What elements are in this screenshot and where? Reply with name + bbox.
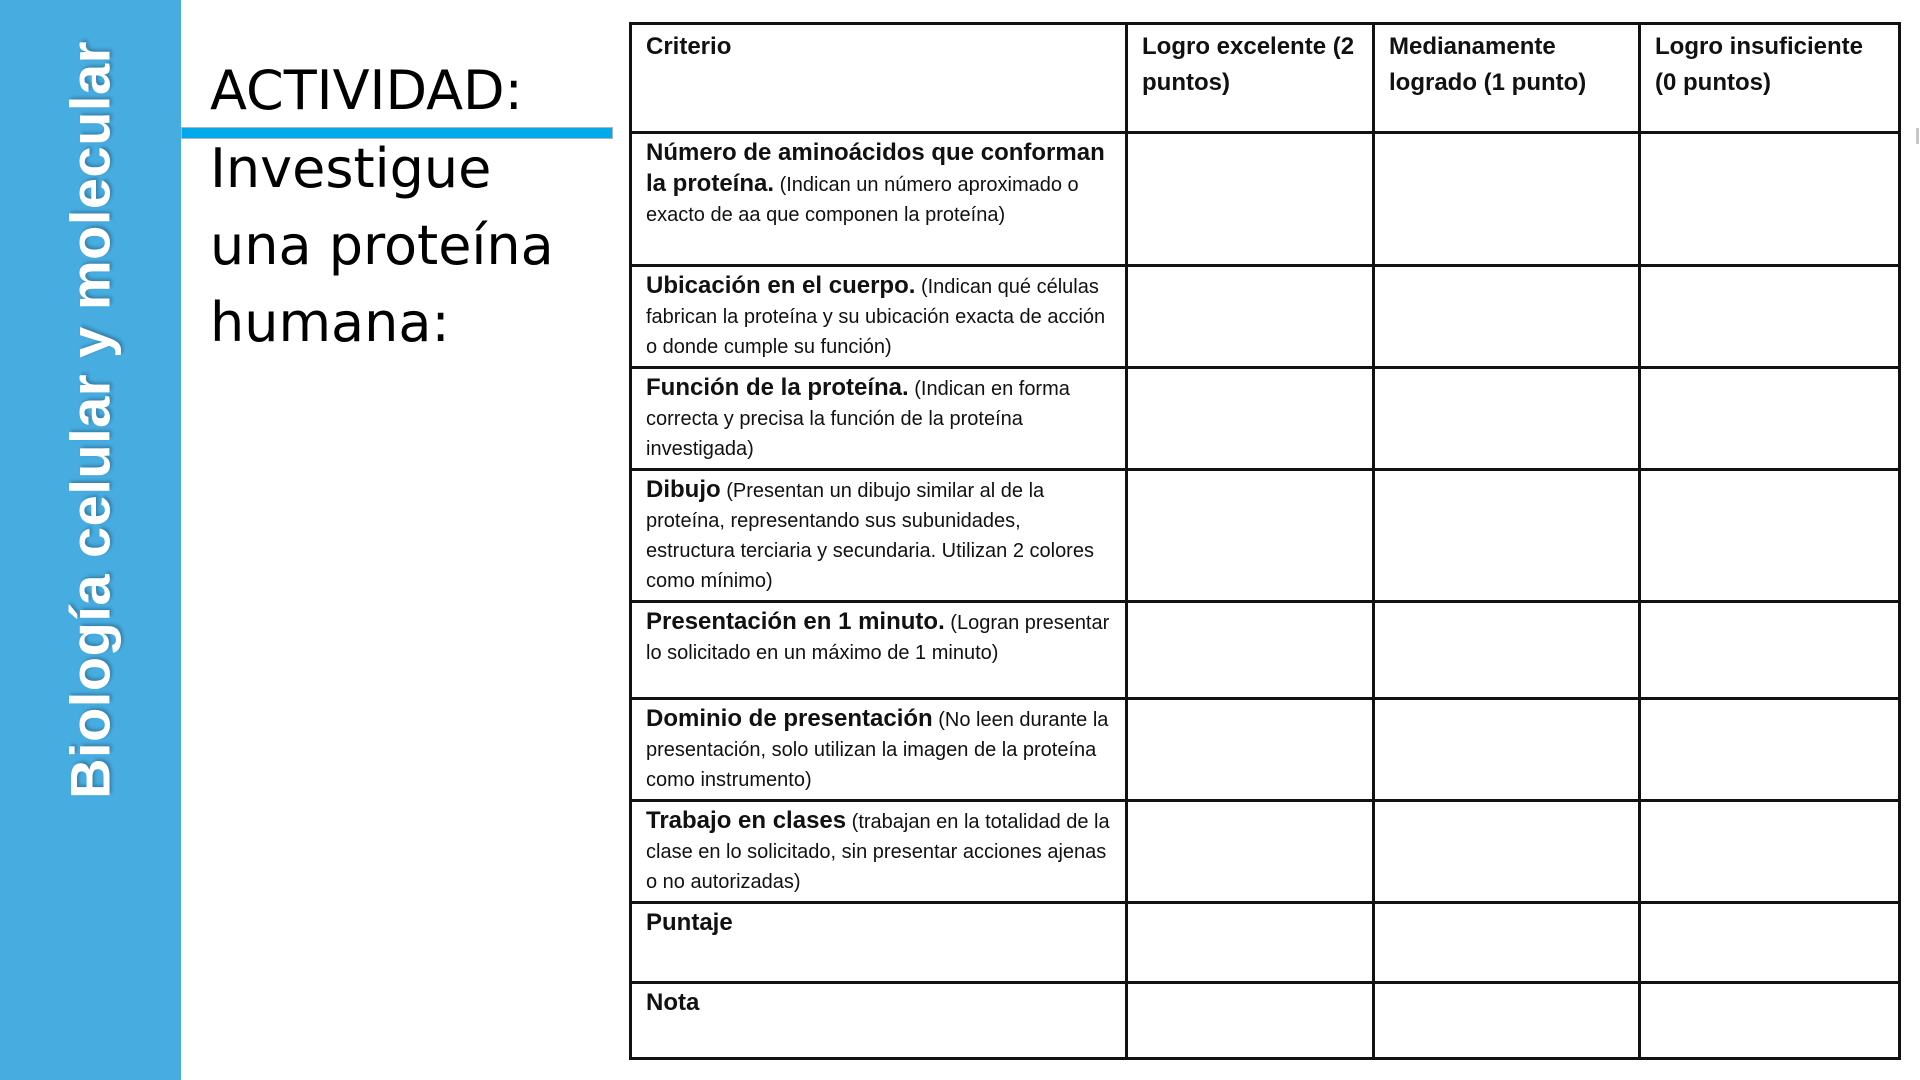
criterion-title: Trabajo en clases bbox=[646, 807, 847, 834]
course-title: Biología celular y molecular bbox=[58, 41, 122, 799]
table-row bbox=[631, 470, 1900, 602]
table-row bbox=[631, 801, 1900, 903]
nota-row bbox=[631, 983, 1900, 1059]
puntaje-cell-insuficiente[interactable] bbox=[1640, 903, 1900, 983]
activity-heading bbox=[210, 52, 523, 129]
score-cell-medianamente[interactable] bbox=[1374, 801, 1640, 903]
header-logro-excelente: Logro excelente (2 puntos) bbox=[1127, 24, 1374, 133]
criterion-cell bbox=[631, 368, 1127, 470]
criterion-description: (No leen durante la presentación, solo utilizan la imagen de la proteína como instrumento) bbox=[646, 709, 1109, 791]
criterion-description: (Presentan un dibujo similar al de la proteína, representando sus subunidades, estructura terciaria y secundaria. Utilizan 2 colores como mínimo) bbox=[646, 480, 1094, 592]
criterion-description: (Logran presentar lo solicitado en un máximo de 1 minuto) bbox=[646, 612, 1110, 664]
score-cell-insuficiente[interactable] bbox=[1640, 133, 1900, 266]
nota-cell-excelente[interactable] bbox=[1127, 983, 1374, 1059]
criterion-cell bbox=[631, 903, 1127, 983]
criterion-cell bbox=[631, 801, 1127, 903]
table-row bbox=[631, 602, 1900, 699]
score-cell-excelente[interactable] bbox=[1127, 368, 1374, 470]
score-cell-insuficiente[interactable] bbox=[1640, 368, 1900, 470]
score-cell-excelente[interactable] bbox=[1127, 602, 1374, 699]
score-cell-insuficiente[interactable] bbox=[1640, 470, 1900, 602]
puntaje-cell-excelente[interactable] bbox=[1127, 903, 1374, 983]
sidebar-band bbox=[0, 0, 181, 1080]
puntaje-label: Puntaje bbox=[646, 909, 733, 936]
header-medianamente-logrado: Medianamente logrado (1 punto) bbox=[1374, 24, 1640, 133]
criterion-description: (Indican un número aproximado o exacto de aa que componen la proteína) bbox=[646, 174, 1079, 226]
table-row bbox=[631, 266, 1900, 368]
nota-cell-medianamente[interactable] bbox=[1374, 983, 1640, 1059]
score-cell-medianamente[interactable] bbox=[1374, 133, 1640, 266]
rubric-table bbox=[629, 22, 1901, 1060]
nota-cell-insuficiente[interactable] bbox=[1640, 983, 1900, 1059]
puntaje-cell-medianamente[interactable] bbox=[1374, 903, 1640, 983]
criterion-title: Dominio de presentación bbox=[646, 705, 933, 732]
criterion-description: (Indican en forma correcta y precisa la función de la proteína investigada) bbox=[646, 378, 1070, 460]
score-cell-insuficiente[interactable] bbox=[1640, 699, 1900, 801]
criterion-cell bbox=[631, 133, 1127, 266]
score-cell-insuficiente[interactable] bbox=[1640, 801, 1900, 903]
score-cell-excelente[interactable] bbox=[1127, 133, 1374, 266]
criterion-cell bbox=[631, 983, 1127, 1059]
nota-label: Nota bbox=[646, 989, 700, 1016]
criterion-title: Dibujo bbox=[646, 476, 721, 503]
rubric-header-row bbox=[631, 24, 1900, 133]
table-resize-handle bbox=[1916, 128, 1919, 144]
puntaje-row bbox=[631, 903, 1900, 983]
criterion-description: (Indican qué células fabrican la proteína y su ubicación exacta de acción o donde cumple su función) bbox=[646, 276, 1106, 358]
score-cell-excelente[interactable] bbox=[1127, 470, 1374, 602]
score-cell-medianamente[interactable] bbox=[1374, 699, 1640, 801]
score-cell-medianamente[interactable] bbox=[1374, 368, 1640, 470]
score-cell-excelente[interactable] bbox=[1127, 801, 1374, 903]
criterion-title: Número de aminoácidos que conforman la proteína. bbox=[646, 139, 1105, 197]
activity-instruction: Investigue una proteína humana: bbox=[210, 137, 554, 354]
score-cell-excelente[interactable] bbox=[1127, 699, 1374, 801]
criterion-title: Función de la proteína. bbox=[646, 374, 909, 401]
score-cell-excelente[interactable] bbox=[1127, 266, 1374, 368]
criterion-title: Ubicación en el cuerpo. bbox=[646, 272, 916, 299]
activity-label: ACTIVIDAD: bbox=[210, 59, 523, 122]
table-row bbox=[631, 368, 1900, 470]
header-logro-insuficiente: Logro insuficiente (0 puntos) bbox=[1640, 24, 1900, 133]
score-cell-medianamente[interactable] bbox=[1374, 266, 1640, 368]
header-criterio: Criterio bbox=[631, 24, 1127, 133]
score-cell-insuficiente[interactable] bbox=[1640, 266, 1900, 368]
criterion-cell bbox=[631, 602, 1127, 699]
score-cell-medianamente[interactable] bbox=[1374, 602, 1640, 699]
criterion-cell bbox=[631, 266, 1127, 368]
criterion-cell bbox=[631, 470, 1127, 602]
table-row bbox=[631, 699, 1900, 801]
table-row bbox=[631, 133, 1900, 266]
criterion-title: Presentación en 1 minuto. bbox=[646, 608, 945, 635]
score-cell-insuficiente[interactable] bbox=[1640, 602, 1900, 699]
score-cell-medianamente[interactable] bbox=[1374, 470, 1640, 602]
criterion-description: (trabajan en la totalidad de la clase en lo solicitado, sin presentar acciones ajenas o no autorizadas) bbox=[646, 811, 1110, 893]
criterion-cell bbox=[631, 699, 1127, 801]
